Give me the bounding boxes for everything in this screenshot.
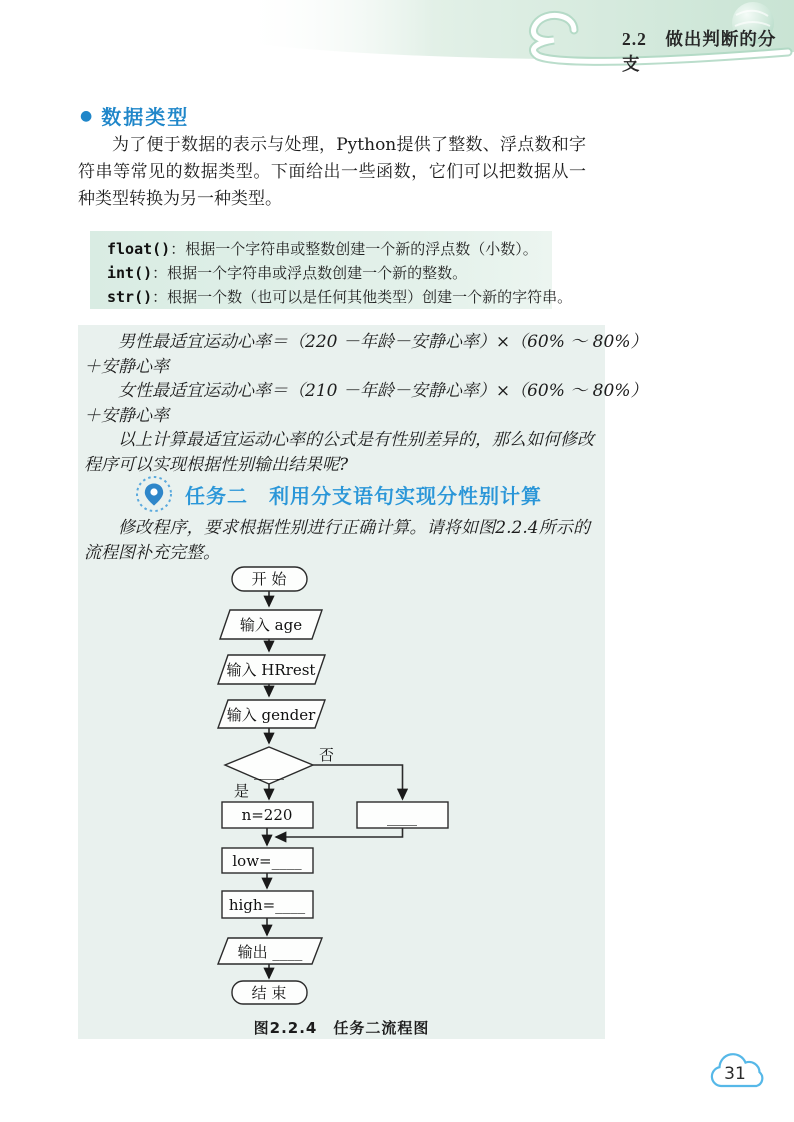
code-func-int: int() — [107, 264, 153, 282]
formula-male-line1: 男性最适宜运动心率＝（220 －年龄－安静心率）×（60% ～ 80%） — [118, 332, 648, 352]
page-number: 31 — [724, 1064, 746, 1084]
pin-hole — [150, 488, 157, 495]
flowchart-input-age-label: 输入 age — [239, 616, 303, 634]
flowchart-no-label: 否 — [319, 746, 335, 764]
flowchart-no-box-blank: ____ — [387, 808, 417, 826]
flowchart-join-line — [276, 828, 403, 837]
formula-female-line2: ＋安静心率 — [84, 405, 169, 426]
task-body: 修改程序，要求根据性别进行正确计算。请将如图2.2.4所示的流程图补充完整。 — [84, 518, 590, 563]
question-line1: 以上计算最适宜运动心率的公式是有性别差异的，那么如何修改 — [118, 430, 594, 450]
flowchart-decision-blank: ____ — [254, 762, 284, 780]
flowchart-input-gender-label: 输入 gender — [226, 706, 316, 724]
info-panel — [78, 325, 648, 1039]
code-desc-int: ：根据一个字符串或浮点数创建一个新的整数。 — [152, 264, 468, 282]
flowchart-no-branch-line — [313, 765, 403, 799]
code-line-int — [107, 261, 552, 285]
formula-female-line1: 女性最适宜运动心率＝（210 －年龄－安静心率）×（60% ～ 80%） — [118, 381, 648, 401]
section-heading — [80, 101, 189, 130]
code-func-str: str() — [107, 288, 153, 306]
flowchart-start-label: 开 始 — [251, 570, 287, 588]
section-title: 数据类型 — [101, 105, 190, 129]
flowchart-high-box-label: high=____ — [228, 896, 306, 914]
figure-caption: 图2.2.4 任务二流程图 — [253, 1019, 430, 1037]
code-box — [90, 231, 573, 309]
flowchart-end-label: 结 束 — [251, 984, 287, 1002]
flowchart-yes-box-label: n=220 — [241, 806, 293, 824]
code-desc-str: ：根据一个数（也可以是任何其他类型）创建一个新的字符串。 — [152, 288, 573, 306]
task-heading — [135, 475, 542, 513]
task-pin-icon — [135, 475, 173, 513]
code-line-float — [107, 237, 552, 261]
flowchart-output-label: 输出 ____ — [237, 943, 303, 961]
header-chapter-title: 2.2 做出判断的分支 — [622, 29, 777, 74]
code-line-str — [107, 285, 573, 309]
formula-block — [78, 330, 648, 477]
formula-male-line2: ＋安静心率 — [84, 356, 169, 377]
task-title: 任务二 利用分支语句实现分性别计算 — [185, 483, 542, 508]
flowchart — [78, 553, 605, 1013]
question-line2: 程序可以实现根据性别输出结果呢? — [84, 454, 349, 475]
intro-paragraph: 为了便于数据的表示与处理，Python提供了整数、浮点数和字符串等常见的数据类型。下面给出一些函数，它们可以把数据从一种类型转换为另一种类型。 — [78, 135, 586, 209]
bullet-icon: ● — [80, 107, 93, 124]
flowchart-yes-label: 是 — [234, 782, 250, 800]
code-func-float: float() — [107, 240, 171, 258]
code-desc-float: ：根据一个字符串或整数创建一个新的浮点数（小数）。 — [170, 240, 538, 258]
flowchart-low-box-label: low=____ — [232, 852, 302, 870]
page-number-cloud — [706, 1046, 768, 1096]
flowchart-input-hrrest-label: 输入 HRrest — [226, 661, 316, 679]
